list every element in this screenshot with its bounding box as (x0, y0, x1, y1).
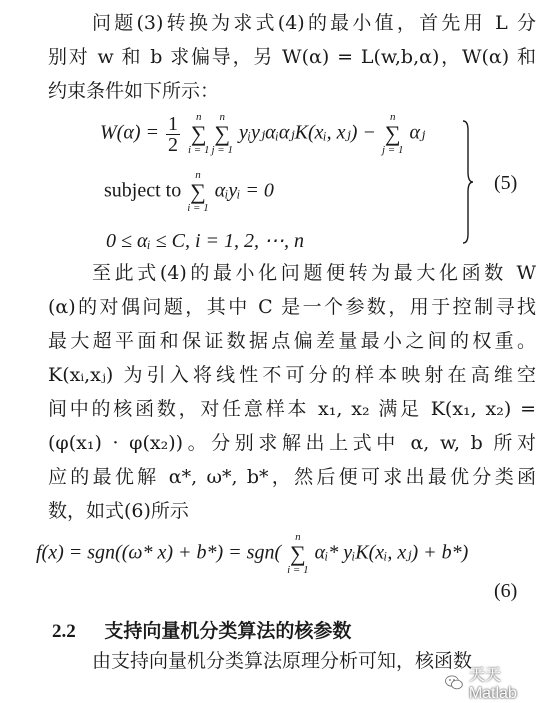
paragraph-2-line-8: 数，如式(6)所示 (48, 500, 189, 522)
section-title: 支持向量机分类算法的核参数 (104, 620, 352, 642)
eq5-sum-j2-top: n (389, 111, 396, 123)
paragraph-2-line-1: 至此式(4)的最小化问题便转为最大化函数 W (92, 262, 536, 284)
sigma-icon: ∑ (214, 121, 231, 146)
eq5-lhs: W(α) = (100, 121, 159, 144)
sigma-icon: ∑ (384, 121, 401, 146)
watermark (445, 662, 548, 703)
eq5-constraint-sum-bot: i = 1 (187, 202, 209, 214)
eq5-sum-j2-bot: j = 1 (381, 144, 404, 156)
watermark-text: 天天Matlab (468, 667, 517, 702)
eq5-frac-num: 1 (167, 112, 178, 135)
eq5-constraint-1: αᵢyᵢ = 0 (214, 179, 274, 202)
paragraph-2-line-7: 应的最优解 α*, ω*, b*，然后便可求出最优分类函 (48, 466, 536, 488)
eq5-sum-j2 (382, 112, 403, 156)
paragraph-1-line-2: 别对 w 和 b 求偏导，另 W(α) = L(w,b,α)，W(α) 和 (48, 46, 536, 68)
right-brace-icon (462, 120, 474, 244)
eq5-constraint-sum (187, 170, 208, 214)
eq5-subject-to: subject to (104, 179, 182, 202)
eq5-frac-den: 2 (167, 133, 178, 156)
eq6-sum (287, 532, 308, 576)
eq5-term2: αⱼ (409, 121, 426, 144)
eq5-sum-i (188, 112, 209, 156)
equation-6-number: (6) (494, 580, 518, 602)
sigma-icon: ∑ (190, 121, 207, 146)
equation-5-constraint-2: 0 ≤ αᵢ ≤ C, i = 1, 2, ⋯, n (106, 230, 305, 252)
paragraph-1-line-1: 问题(3)转换为求式(4)的最小值，首先用 L 分 (92, 12, 536, 34)
wechat-icon (445, 675, 463, 690)
paragraph-2-line-2: (α)的对偶问题，其中 C 是一个参数，用于控制寻找 (48, 296, 536, 318)
sigma-icon: ∑ (290, 541, 306, 566)
paragraph-2-line-5: 间中的核函数，对任意样本 x₁, x₂ 满足 K(x₁, x₂) = (48, 398, 536, 420)
equation-5 (100, 112, 425, 156)
eq5-sum-i-bot: i = 1 (187, 144, 210, 156)
eq6-sum-top: n (295, 531, 301, 543)
eq5-sum-j (211, 112, 232, 156)
equation-5-number: (5) (494, 172, 518, 194)
section-heading (52, 616, 351, 643)
eq5-fraction (166, 114, 180, 155)
eq5-sum-j-top: n (219, 111, 225, 123)
eq5-constraint-sum-top: n (195, 169, 201, 181)
eq6-lhs: f(x) = sgn((ω* x) + b*) = sgn( (36, 541, 282, 564)
paragraph-1-line-3: 约束条件如下所示： (48, 80, 220, 102)
eq6-sum-bot: i = 1 (287, 564, 309, 576)
eq5-term: yᵢyⱼαᵢαⱼK(xᵢ, xⱼ) − (238, 121, 376, 144)
eq5-sum-j-bot: j = 1 (211, 144, 233, 156)
paragraph-2-line-4: K(xᵢ,xⱼ) 为引入将线性不可分的样本映射在高维空 (48, 364, 536, 386)
equation-5-constraint-1 (104, 170, 274, 214)
eq6-rhs: αᵢ* yᵢK(xᵢ, xⱼ) + b*) (314, 541, 469, 564)
eq5-sum-i-top: n (195, 111, 202, 123)
section-number: 2.2 (52, 621, 76, 642)
paragraph-3-line-1: 由支持向量机分类算法原理分析可知，核函数 (92, 650, 473, 672)
paragraph-2-line-6: (φ(x₁) · φ(x₂))。分别求解出上式中 α, w, b 所对 (48, 432, 536, 454)
sigma-icon: ∑ (190, 179, 206, 204)
equation-6 (36, 532, 468, 576)
paragraph-2-line-3: 最大超平面和保证数据点偏差量最小之间的权重。 (48, 330, 536, 352)
